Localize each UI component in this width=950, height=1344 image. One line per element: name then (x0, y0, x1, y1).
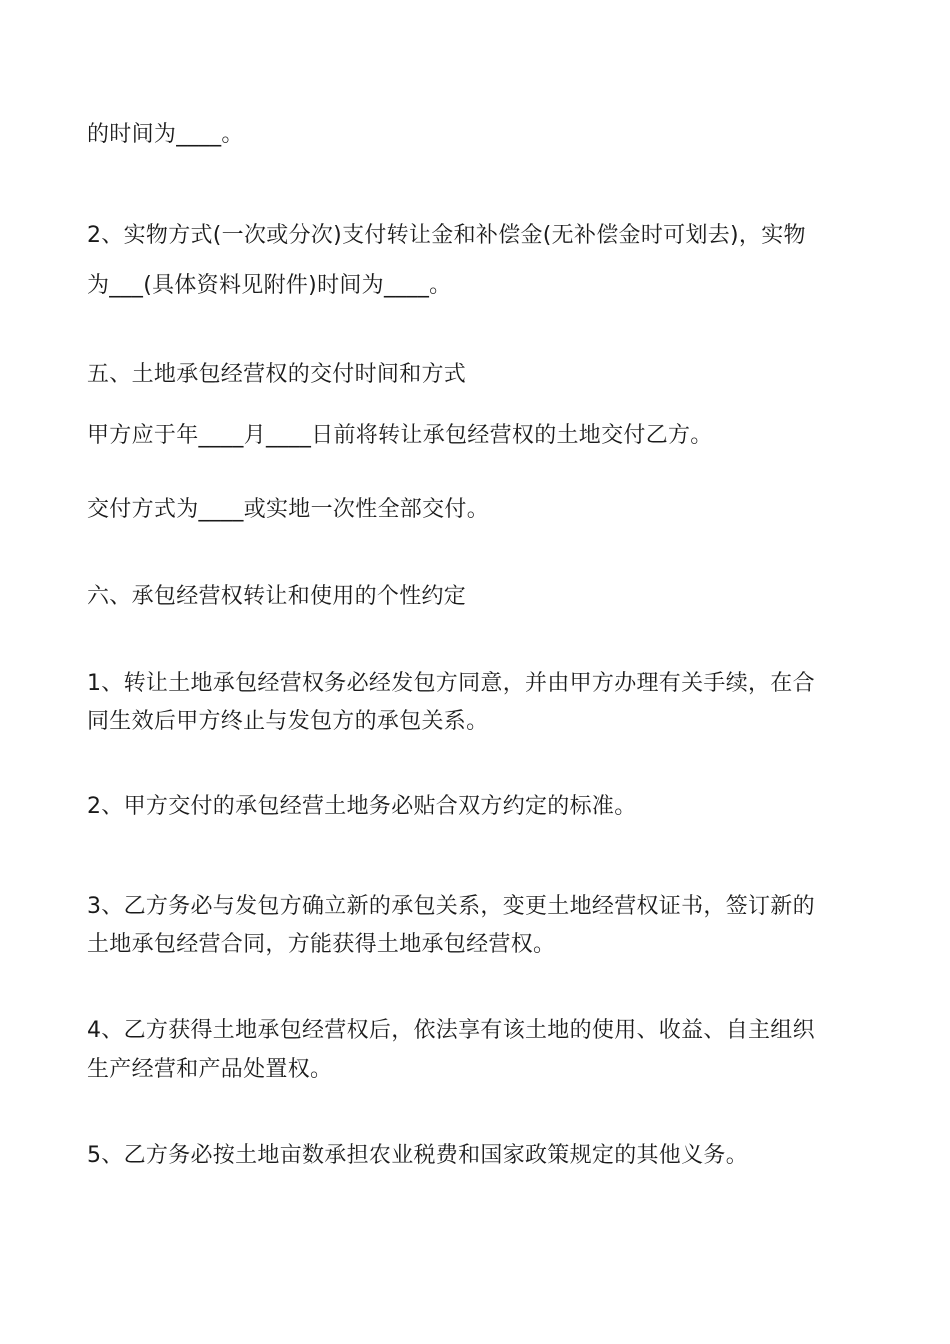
text-line: 土地承包经营合同，方能获得土地承包经营权。 (87, 932, 556, 957)
section-heading: 六、承包经营权转让和使用的个性约定 (87, 584, 467, 609)
text-line: 同生效后甲方终止与发包方的承包关系。 (87, 709, 489, 734)
section-heading: 五、土地承包经营权的交付时间和方式 (87, 362, 467, 387)
text-line: 生产经营和产品处置权。 (87, 1057, 333, 1082)
text-line: 为___(具体资料见附件)时间为____。 (87, 273, 452, 298)
text-line: 甲方应于年____月____日前将转让承包经营权的土地交付乙方。 (87, 423, 713, 448)
text-line: 5、乙方务必按土地亩数承担农业税费和国家政策规定的其他义务。 (87, 1143, 748, 1168)
text-line: 1、转让土地承包经营权务必经发包方同意，并由甲方办理有关手续，在合 (87, 671, 815, 696)
text-line: 2、甲方交付的承包经营土地务必贴合双方约定的标准。 (87, 794, 637, 819)
text-line: 交付方式为____或实地一次性全部交付。 (87, 497, 490, 522)
text-line: 4、乙方获得土地承包经营权后，依法享有该土地的使用、收益、自主组织 (87, 1018, 815, 1043)
text-line: 2、实物方式(一次或分次)支付转让金和补偿金(无补偿金时可划去)，实物 (87, 223, 806, 248)
text-line: 3、乙方务必与发包方确立新的承包关系，变更土地经营权证书，签订新的 (87, 894, 815, 919)
text-line: 的时间为____。 (87, 122, 244, 147)
